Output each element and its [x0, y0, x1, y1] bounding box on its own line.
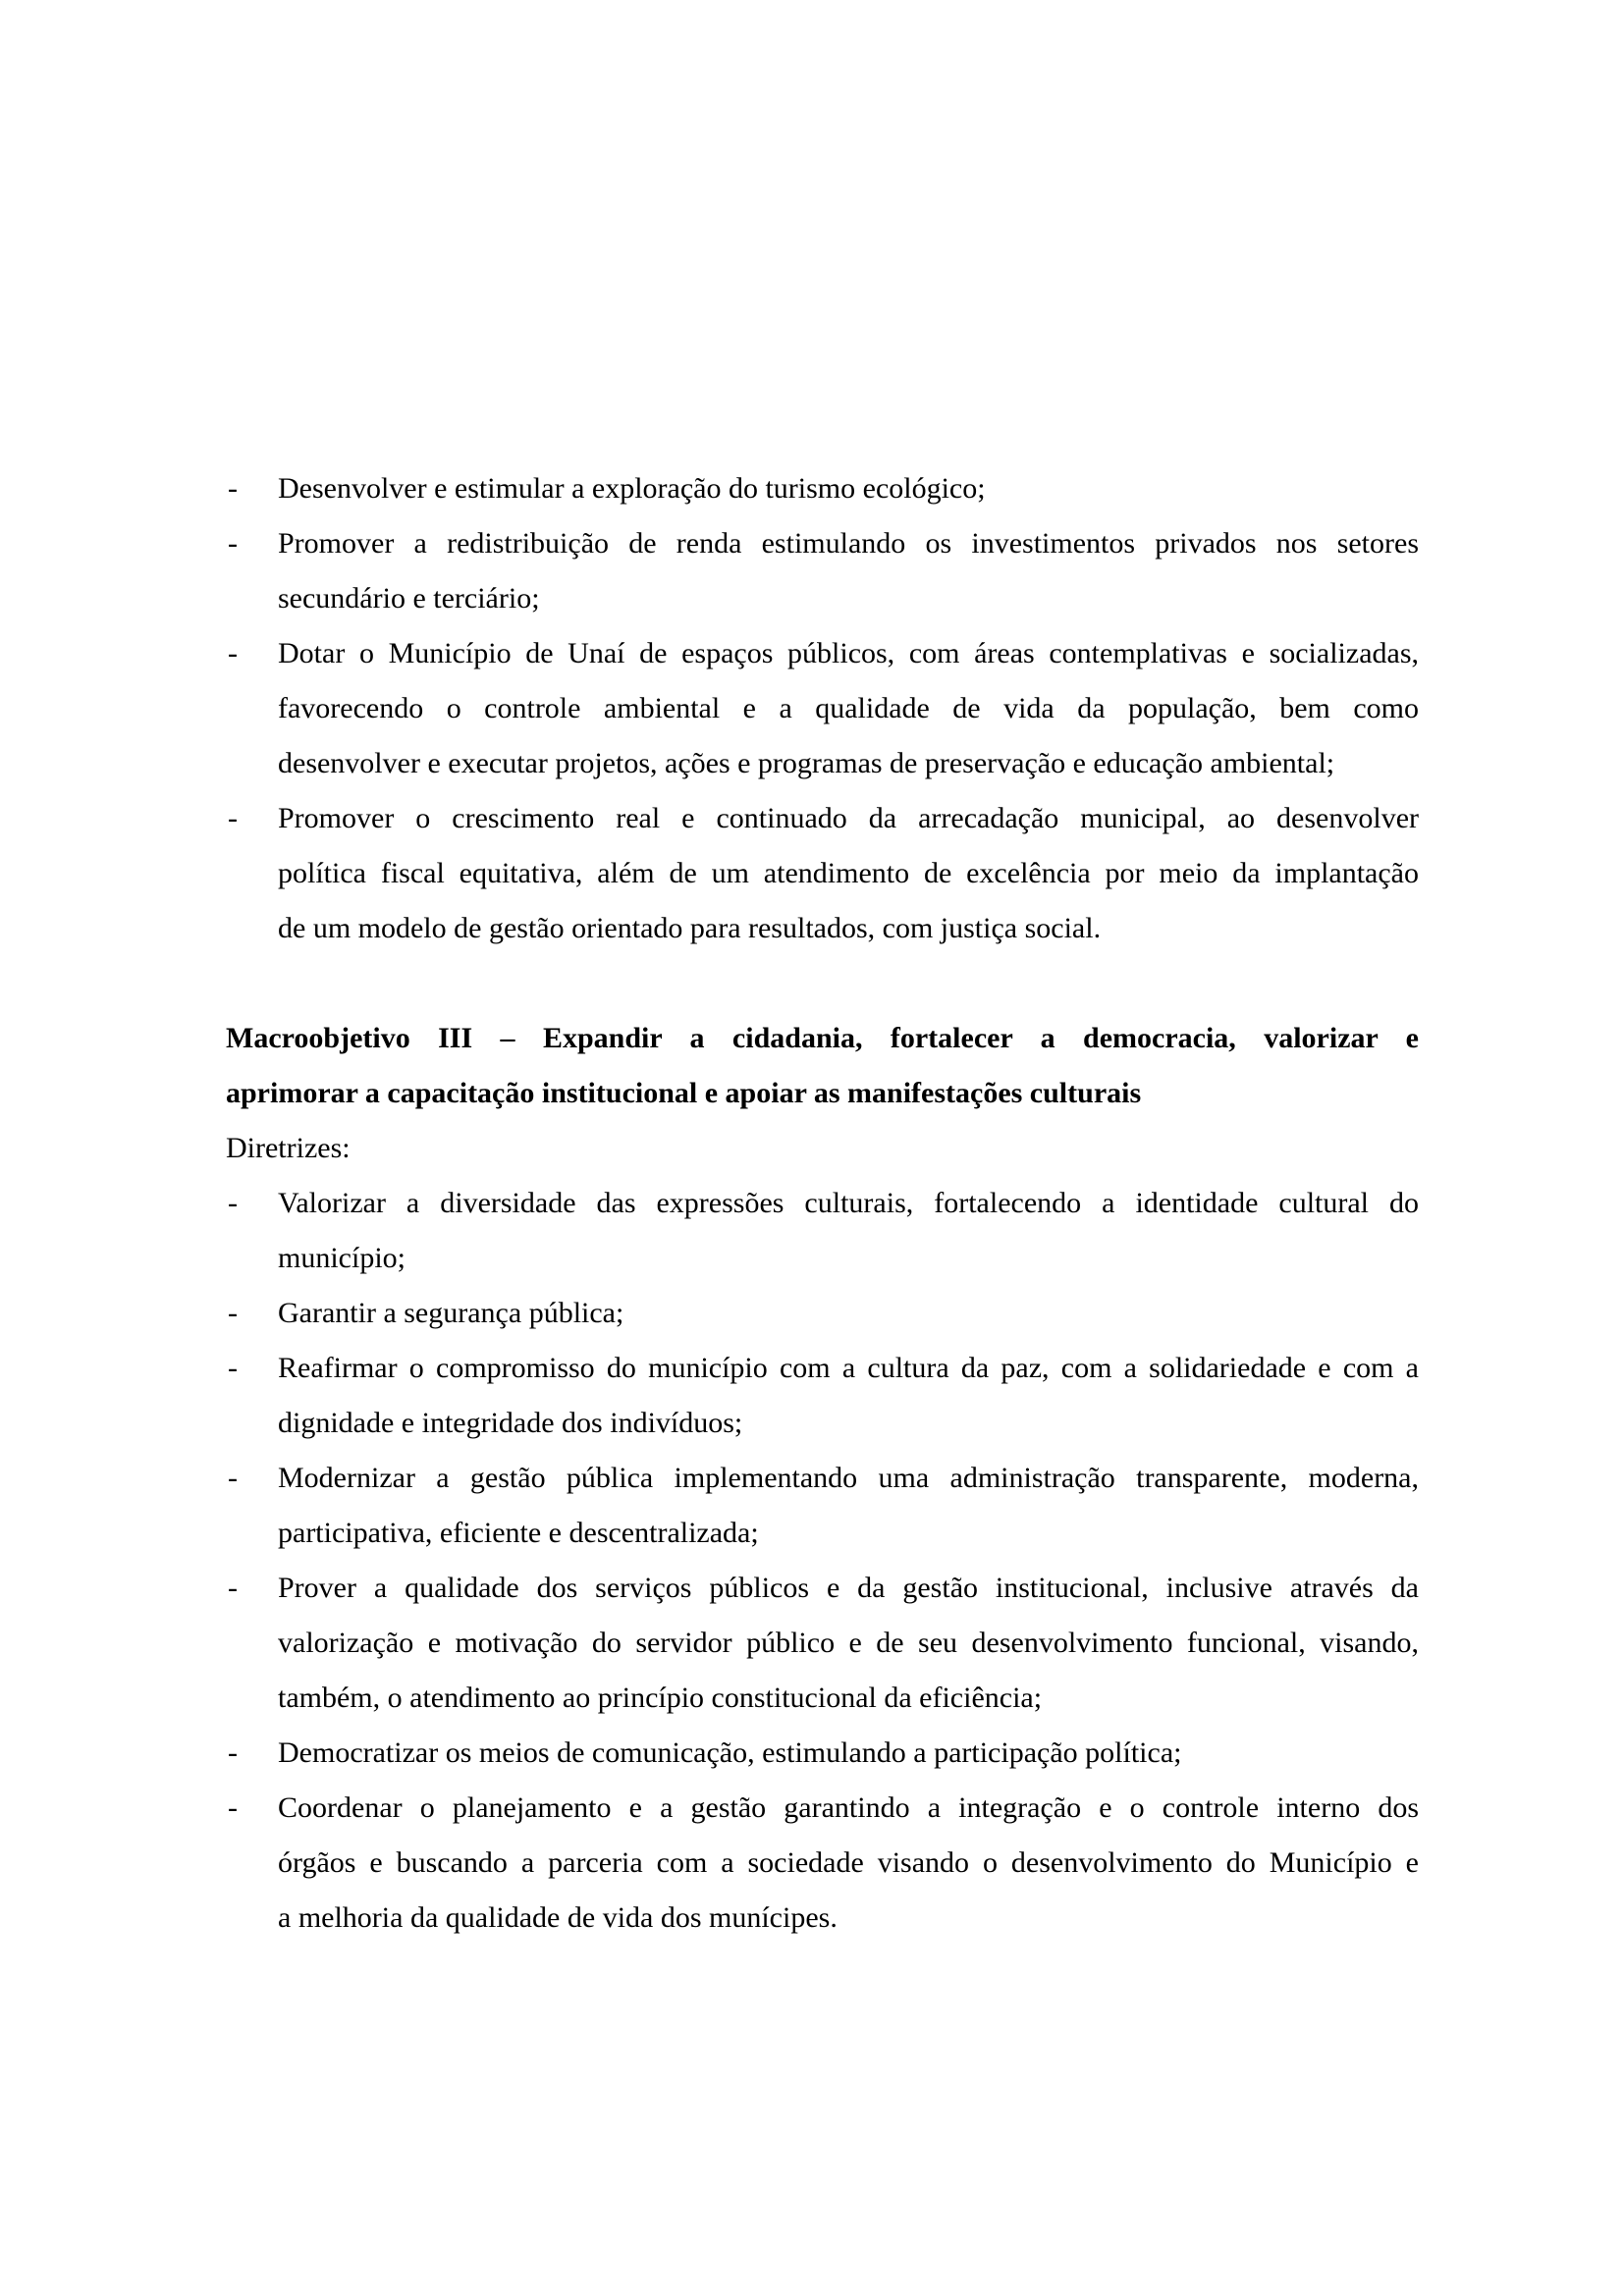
bullet-item-line	[226, 1286, 1419, 1341]
bullet-item-text: Valorizar a diversidade das expressões culturais, fortalecendo a identidade cultural do	[278, 1187, 1419, 1219]
bullet-marker: -	[228, 1736, 238, 1769]
directives-label	[226, 1121, 1419, 1176]
bullet-item-continuation-line	[226, 1891, 1419, 1946]
bullet-item-text: Democratizar os meios de comunicação, estimulando a participação política;	[278, 1736, 1182, 1769]
bullet-item-line	[226, 626, 1419, 681]
bullet-item-line	[226, 1561, 1419, 1616]
bullet-item-continuation-line	[226, 1671, 1419, 1726]
section-heading-line	[226, 1011, 1419, 1066]
bullet-marker: -	[228, 472, 238, 505]
bullet-item-text: Promover a redistribuição de renda estimulando os investimentos privados nos setores	[278, 527, 1419, 560]
bullet-item-line	[226, 1341, 1419, 1396]
bullet-item-text: município;	[278, 1242, 406, 1274]
bullet-marker: -	[228, 637, 238, 669]
bullet-marker: -	[228, 1352, 238, 1384]
bullet-item-continuation-line	[226, 901, 1419, 956]
section-heading-text: Macroobjetivo III – Expandir a cidadania, fortalecer a democracia, valorizar e	[226, 1022, 1419, 1054]
bullet-item-text: Prover a qualidade dos serviços públicos e da gestão institucional, inclusive através da	[278, 1572, 1419, 1604]
bullet-item-continuation-line	[226, 1396, 1419, 1451]
bullet-item-continuation-line	[226, 571, 1419, 626]
bullet-item-text: órgãos e buscando a parceria com a sociedade visando o desenvolvimento do Município e	[278, 1846, 1419, 1879]
bullet-item-text: participativa, eficiente e descentralizada;	[278, 1517, 759, 1549]
bullet-item-continuation-line	[226, 1616, 1419, 1671]
bullet-marker: -	[228, 1297, 238, 1329]
bullet-item-text: política fiscal equitativa, além de um atendimento de excelência por meio da implantação	[278, 857, 1419, 889]
bullet-item-continuation-line	[226, 1506, 1419, 1561]
bullet-item-text: Garantir a segurança pública;	[278, 1297, 624, 1329]
bullet-item-text: valorização e motivação do servidor público e de seu desenvolvimento funcional, visando,	[278, 1627, 1419, 1659]
bullet-item-line	[226, 791, 1419, 846]
bullet-item-text: Coordenar o planejamento e a gestão garantindo a integração e o controle interno dos	[278, 1791, 1419, 1824]
bullet-item-line	[226, 1451, 1419, 1506]
bullet-item-text: Reafirmar o compromisso do município com a cultura da paz, com a solidariedade e com a	[278, 1352, 1419, 1384]
bullet-item-continuation-line	[226, 1231, 1419, 1286]
bullet-item-continuation-line	[226, 681, 1419, 736]
bullet-item-continuation-line	[226, 736, 1419, 791]
bullet-item-text: Dotar o Município de Unaí de espaços públicos, com áreas contemplativas e socializadas,	[278, 637, 1419, 669]
bullet-item-text: também, o atendimento ao princípio constitucional da eficiência;	[278, 1682, 1043, 1714]
bullet-item-continuation-line	[226, 846, 1419, 901]
bullet-item-line	[226, 1176, 1419, 1231]
section-heading-line	[226, 1066, 1419, 1121]
document-text-block	[226, 461, 1419, 1946]
bullet-item-line	[226, 516, 1419, 571]
bullet-marker: -	[228, 802, 238, 834]
bullet-marker: -	[228, 1462, 238, 1494]
bullet-item-text: favorecendo o controle ambiental e a qualidade de vida da população, bem como	[278, 692, 1419, 724]
directives-label-text: Diretrizes:	[226, 1132, 351, 1164]
blank-line-spacer	[226, 956, 1419, 1011]
bullet-marker: -	[228, 527, 238, 560]
bullet-item-text: Modernizar a gestão pública implementando uma administração transparente, moderna,	[278, 1462, 1419, 1494]
bullet-item-text: dignidade e integridade dos indivíduos;	[278, 1407, 743, 1439]
bullet-item-text: a melhoria da qualidade de vida dos munícipes.	[278, 1901, 838, 1934]
bullet-item-text: de um modelo de gestão orientado para resultados, com justiça social.	[278, 912, 1102, 944]
bullet-item-line	[226, 461, 1419, 516]
bullet-item-continuation-line	[226, 1836, 1419, 1891]
bullet-item-text: Desenvolver e estimular a exploração do turismo ecológico;	[278, 472, 986, 505]
bullet-marker: -	[228, 1791, 238, 1824]
bullet-item-line	[226, 1781, 1419, 1836]
bullet-item-line	[226, 1726, 1419, 1781]
section-heading-text: aprimorar a capacitação institucional e apoiar as manifestações culturais	[226, 1077, 1142, 1109]
bullet-marker: -	[228, 1572, 238, 1604]
bullet-item-text: secundário e terciário;	[278, 582, 540, 614]
bullet-item-text: Promover o crescimento real e continuado da arrecadação municipal, ao desenvolver	[278, 802, 1419, 834]
bullet-marker: -	[228, 1187, 238, 1219]
bullet-item-text: desenvolver e executar projetos, ações e programas de preservação e educação ambiental;	[278, 747, 1335, 779]
